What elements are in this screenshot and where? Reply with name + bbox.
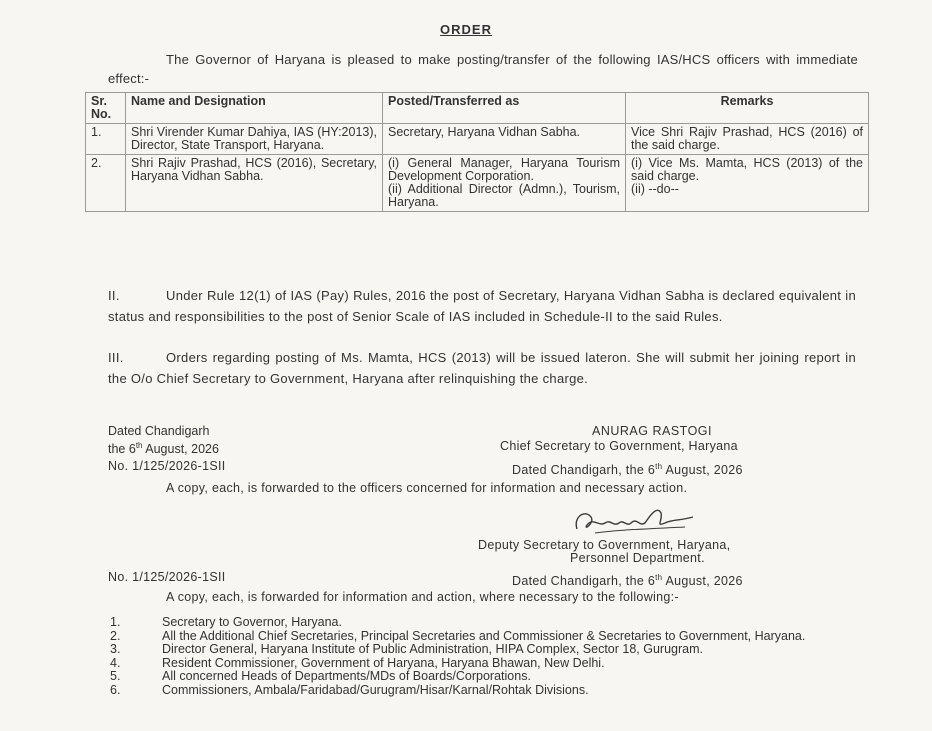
endorsement-dated: Dated Chandigarh, the 6th August, 2026: [512, 462, 743, 478]
list-item: 3. Director General, Haryana Institute of Public Administration, HIPA Complex, Sector 18, Gurugram.: [110, 642, 703, 656]
intro-paragraph: The Governor of Haryana is pleased to make posting/transfer of the following IAS/HCS officers with immediate effect:-: [108, 52, 858, 86]
row-name: Shri Virender Kumar Dahiya, IAS (HY:2013), Director, State Transport, Haryana.: [126, 124, 383, 155]
dated-place: Dated Chandigarh: [108, 424, 210, 438]
paragraph-text: Orders regarding posting of Ms. Mamta, HCS (2013) will be issued lateron. She will submit her joining report in the O/o Chief Secretary to Government, Haryana after relinquishing the charge.: [108, 350, 856, 386]
endorsement-dated: Dated Chandigarh, the 6th August, 2026: [512, 573, 743, 589]
paragraph-text: Under Rule 12(1) of IAS (Pay) Rules, 2016 the post of Secretary, Haryana Vidhan Sabha is declared equivalent in status and responsibilities to the post of Senior Scale of IAS included in Schedule-II to the said Rules.: [108, 288, 856, 324]
signatory-title: Chief Secretary to Government, Haryana: [500, 439, 738, 453]
row-posted: [383, 155, 626, 212]
list-item: 5. All concerned Heads of Departments/MDs of Boards/Corporations.: [110, 669, 531, 683]
row-posted-item: (ii) Additional Director (Admn.), Tourism, Haryana.: [388, 182, 620, 209]
table-header-row: [86, 93, 869, 124]
paragraph-number: II.: [108, 288, 120, 303]
recipient-list: [110, 616, 858, 697]
row-posted: Secretary, Haryana Vidhan Sabha.: [383, 124, 626, 155]
list-item: 4. Resident Commissioner, Government of Haryana, Haryana Bhawan, New Delhi.: [110, 655, 605, 670]
row-posted-item: (i) General Manager, Haryana Tourism Development Corporation.: [388, 156, 620, 183]
endorsement-number: No. 1/125/2026-1SII: [108, 570, 226, 584]
posting-table: [85, 92, 869, 212]
list-item: 6. Commissioners, Ambala/Faridabad/Gurugram/Hisar/Karnal/Rohtak Divisions.: [110, 682, 589, 697]
header-posted-as: Posted/Transferred as: [383, 93, 626, 124]
header-name-designation: Name and Designation: [126, 93, 383, 124]
row-sr: 2.: [86, 155, 126, 212]
header-remarks: Remarks: [626, 93, 869, 124]
header-sr-no: Sr. No.: [86, 93, 126, 124]
row-remarks-item: (i) Vice Ms. Mamta, HCS (2013) of the said charge.: [631, 156, 863, 183]
row-sr: 1.: [86, 124, 126, 155]
paragraph-iii: [108, 347, 856, 389]
row-name: Shri Rajiv Prashad, HCS (2016), Secretary, Haryana Vidhan Sabha.: [126, 155, 383, 212]
paragraph-ii: [108, 285, 856, 327]
signatory-name: ANURAG RASTOGI: [592, 424, 712, 438]
deputy-department: Personnel Department.: [570, 551, 705, 565]
table-row: [86, 124, 869, 155]
row-remarks: [626, 155, 869, 212]
row-remarks: Vice Shri Rajiv Prashad, HCS (2016) of the said charge.: [626, 124, 869, 155]
list-item: 2. All the Additional Chief Secretaries, Principal Secretaries and Commissioner & Secretaries to Government, Haryana.: [110, 628, 806, 643]
paragraph-number: III.: [108, 350, 124, 365]
signature-image: [565, 503, 705, 539]
deputy-secretary-title: Deputy Secretary to Government, Haryana,: [478, 538, 731, 552]
endorsement-number: No. 1/125/2026-1SII: [108, 459, 226, 473]
order-title: ORDER: [440, 22, 492, 37]
table-row: [86, 155, 869, 212]
copy-forward-text: A copy, each, is forwarded to the officers concerned for information and necessary action.: [166, 481, 688, 495]
list-item: 1. Secretary to Governor, Haryana.: [110, 615, 342, 629]
row-remarks-item: (ii) --do--: [631, 182, 679, 196]
copy-forward-text: A copy, each, is forwarded for information and action, where necessary to the following:-: [166, 590, 679, 604]
dated-date: the 6th August, 2026: [108, 441, 219, 457]
